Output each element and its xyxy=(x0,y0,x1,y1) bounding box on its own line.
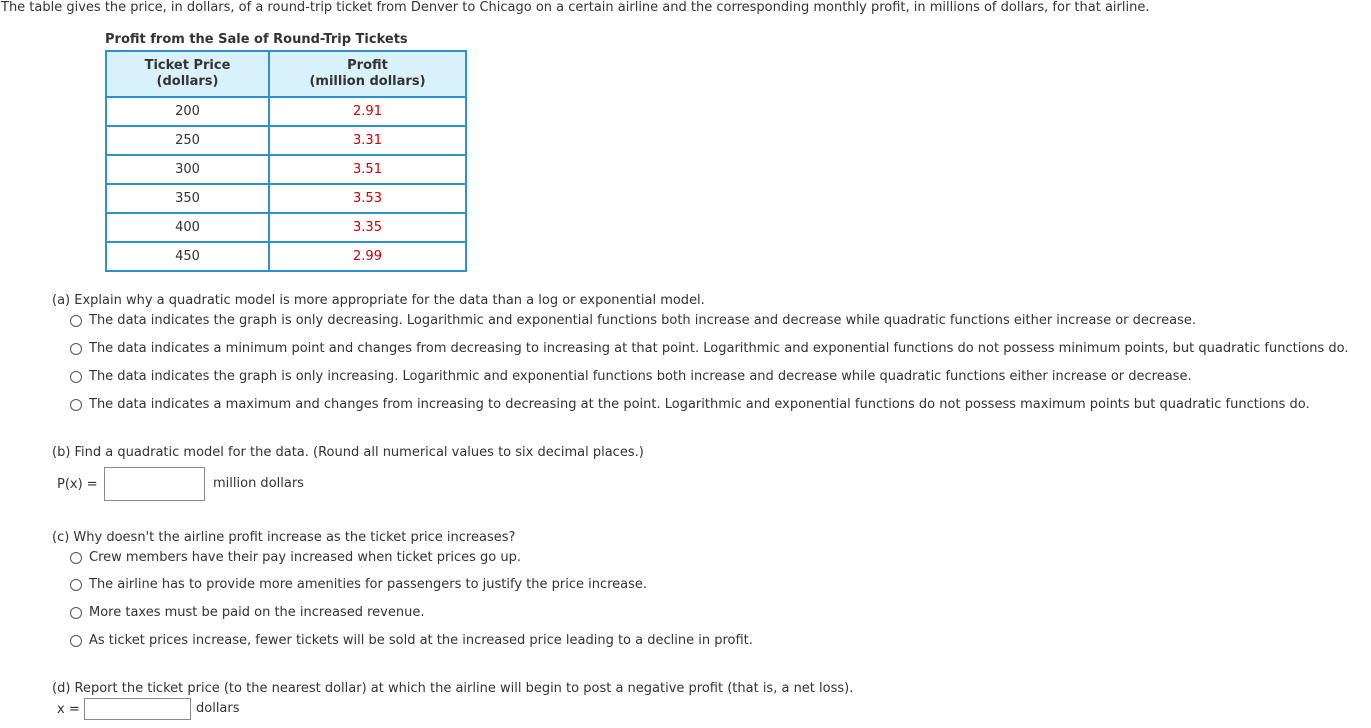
radio-button[interactable] xyxy=(70,315,82,327)
option-label: The data indicates a maximum and changes from increasing to decreasing at the point. Logarithmic and exponential functions do not possess maximum points but quadratic functions do. xyxy=(89,397,1310,412)
part-a-option-2[interactable] xyxy=(70,341,1349,356)
profit-table xyxy=(105,50,467,272)
radio-button[interactable] xyxy=(70,399,82,411)
table-row xyxy=(106,184,466,213)
radio-button[interactable] xyxy=(70,607,82,619)
option-label: The data indicates a minimum point and changes from decreasing to increasing at that point. Logarithmic and exponential functions do not possess minimum points, but quadratic functions do. xyxy=(89,341,1349,356)
option-label: The airline has to provide more amenities for passengers to justify the price increase. xyxy=(89,577,648,592)
option-label: The data indicates the graph is only increasing. Logarithmic and exponential functions both increase and decrease while quadratic functions either increase or decrease. xyxy=(89,369,1192,384)
header-ticket-price xyxy=(106,51,269,97)
header-profit-line2: (million dollars) xyxy=(309,74,426,89)
option-label: As ticket prices increase, fewer tickets will be sold at the increased price leading to a decline in profit. xyxy=(89,633,753,648)
x-input[interactable] xyxy=(84,698,191,720)
price-cell: 200 xyxy=(106,97,269,126)
part-b-unit: million dollars xyxy=(213,476,304,491)
header-profit-line1: Profit xyxy=(347,58,388,73)
part-c-option-2[interactable] xyxy=(70,577,647,592)
table-row xyxy=(106,242,466,271)
table-row xyxy=(106,213,466,242)
profit-cell: 3.35 xyxy=(269,213,466,242)
profit-cell: 3.31 xyxy=(269,126,466,155)
price-cell: 350 xyxy=(106,184,269,213)
option-label: The data indicates the graph is only decreasing. Logarithmic and exponential functions both increase and decrease while quadratic functions either increase or decrease. xyxy=(89,313,1196,328)
table-title: Profit from the Sale of Round-Trip Tickets xyxy=(105,32,408,47)
profit-cell: 3.51 xyxy=(269,155,466,184)
part-d-question: (d) Report the ticket price (to the nearest dollar) at which the airline will begin to post a negative profit (that is, a net loss). xyxy=(52,681,854,696)
header-ticket-price-line2: (dollars) xyxy=(156,74,219,89)
part-a-option-1[interactable] xyxy=(70,313,1196,328)
radio-button[interactable] xyxy=(70,579,82,591)
table-row xyxy=(106,126,466,155)
price-cell: 400 xyxy=(106,213,269,242)
radio-button[interactable] xyxy=(70,343,82,355)
part-c-option-4[interactable] xyxy=(70,633,753,648)
part-a-option-3[interactable] xyxy=(70,369,1192,384)
part-c-option-3[interactable] xyxy=(70,605,424,620)
part-c-option-1[interactable] xyxy=(70,550,521,565)
radio-button[interactable] xyxy=(70,371,82,383)
profit-cell: 2.99 xyxy=(269,242,466,271)
part-d-unit: dollars xyxy=(196,701,240,716)
header-ticket-price-line1: Ticket Price xyxy=(144,58,231,73)
price-cell: 300 xyxy=(106,155,269,184)
part-c-question: (c) Why doesn't the airline profit increase as the ticket price increases? xyxy=(52,530,516,545)
table-row xyxy=(106,97,466,126)
radio-button[interactable] xyxy=(70,635,82,647)
profit-cell: 2.91 xyxy=(269,97,466,126)
part-b-question: (b) Find a quadratic model for the data. (Round all numerical values to six decimal places.) xyxy=(52,445,644,460)
table-row xyxy=(106,155,466,184)
table-header-row xyxy=(106,51,466,97)
price-cell: 250 xyxy=(106,126,269,155)
radio-button[interactable] xyxy=(70,552,82,564)
profit-cell: 3.53 xyxy=(269,184,466,213)
part-a-question: (a) Explain why a quadratic model is more appropriate for the data than a log or exponential model. xyxy=(52,293,705,308)
intro-text: The table gives the price, in dollars, of a round-trip ticket from Denver to Chicago on a certain airline and the corresponding monthly profit, in millions of dollars, for that airline. xyxy=(1,0,1150,15)
part-a-option-4[interactable] xyxy=(70,397,1310,412)
p-of-x-label: P(x) = xyxy=(57,477,98,492)
x-label: x = xyxy=(57,702,80,717)
option-label: More taxes must be paid on the increased revenue. xyxy=(89,605,425,620)
price-cell: 450 xyxy=(106,242,269,271)
option-label: Crew members have their pay increased when ticket prices go up. xyxy=(89,550,522,565)
header-profit xyxy=(269,51,466,97)
p-of-x-input[interactable] xyxy=(104,467,205,501)
